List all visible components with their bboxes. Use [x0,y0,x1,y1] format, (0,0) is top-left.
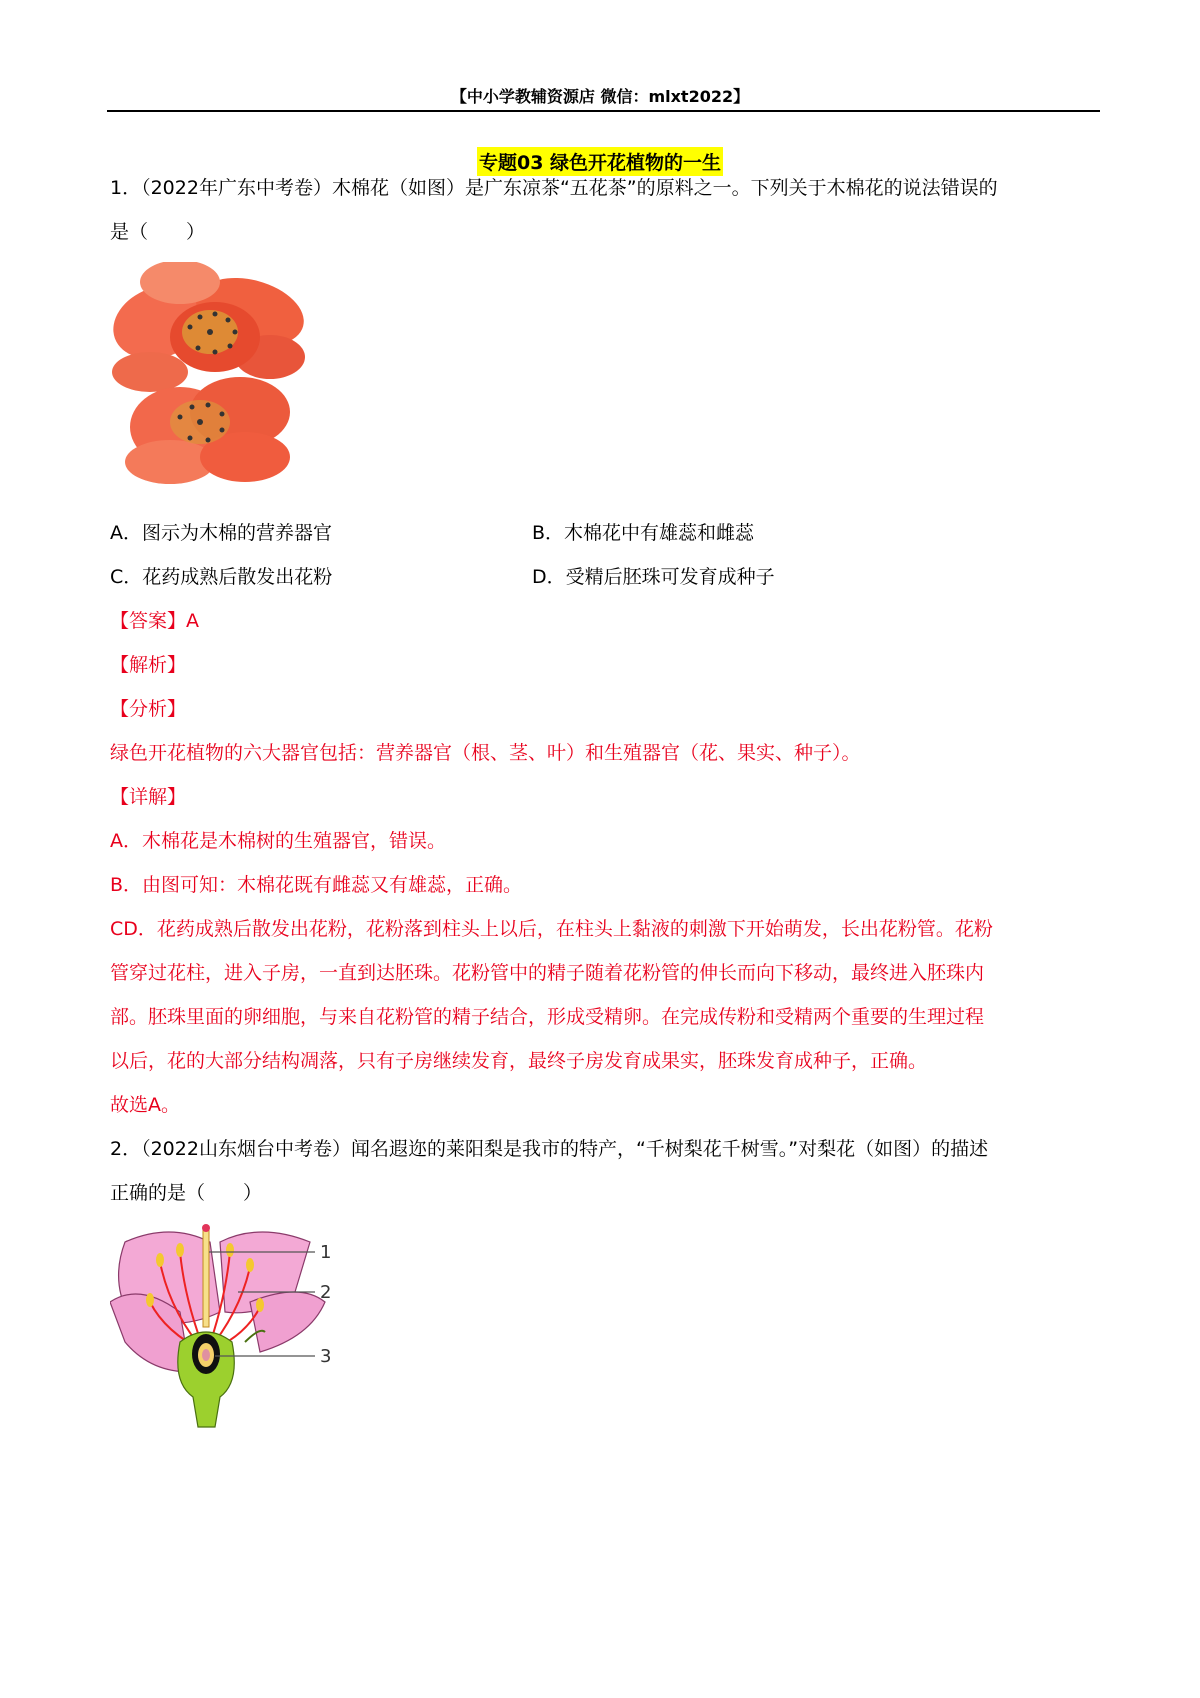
pear-flower-figure [110,1222,370,1432]
label-1: 1 [320,1242,332,1263]
kapok-upper-flower [110,262,310,392]
q1-detail-cd-line: CD．花药成熟后散发出花粉，花粉落到柱头上以后，在柱头上黏液的刺激下开始萌发，长出花粉管。花粉 [110,918,993,940]
q1-conclusion: 故选A。 [110,1094,180,1116]
q1-fenxi-label: 【分析】 [110,698,187,720]
pear-ovary-receptacle [178,1331,265,1427]
q1-detail-a: A．木棉花是木棉树的生殖器官，错误。 [110,830,446,852]
kapok-lower-flower [125,377,290,484]
page-header: 【中小学教辅资源店 微信：mlxt2022】 [450,87,750,106]
q1-option-c: C．花药成熟后散发出花粉 [110,566,333,588]
q1-option-d: D．受精后胚珠可发育成种子 [532,566,775,588]
q1-option-a: A．图示为木棉的营养器官 [110,522,332,544]
q2-stem-line1: 2．（2022山东烟台中考卷）闻名遐迩的莱阳梨是我市的特产，“千树梨花千树雪。”对梨花（如图）的描述 [110,1138,989,1160]
label-3: 3 [320,1346,332,1367]
q1-stem-line1: 1．（2022年广东中考卷）木棉花（如图）是广东凉茶“五花茶”的原料之一。下列关于木棉花的说法错误的 [110,177,998,199]
pear-pistil [202,1224,210,1327]
q1-fenxi-text: 绿色开花植物的六大器官包括：营养器官（根、茎、叶）和生殖器官（花、果实、种子）。 [110,742,861,764]
q1-stem-line2: 是（ ） [110,221,206,243]
q1-option-b: B．木棉花中有雄蕊和雌蕊 [532,522,755,544]
q2-stem-line2: 正确的是（ ） [110,1182,263,1204]
q1-detail-cd-line: 管穿过花柱，进入子房，一直到达胚珠。花粉管中的精子随着花粉管的伸长而向下移动，最终进入胚珠内 [110,962,985,984]
label-2: 2 [320,1282,332,1303]
q1-xiangjie-label: 【详解】 [110,786,187,808]
q1-detail-cd-line: 以后，花的大部分结构凋落，只有子房继续发育，最终子房发育成果实，胚珠发育成种子，正确。 [110,1050,928,1072]
kapok-flower-figure [110,262,310,492]
q1-jiexi-label: 【解析】 [110,654,187,676]
q1-answer: 【答案】A [110,610,199,632]
topic-title: 专题03 绿色开花植物的一生 [477,147,723,176]
header-rule [107,110,1100,112]
q1-detail-cd-line: 部。胚珠里面的卵细胞，与来自花粉管的精子结合，形成受精卵。在完成传粉和受精两个重要的生理过程 [110,1006,985,1028]
q1-detail-b: B．由图可知：木棉花既有雌蕊又有雄蕊，正确。 [110,874,523,896]
